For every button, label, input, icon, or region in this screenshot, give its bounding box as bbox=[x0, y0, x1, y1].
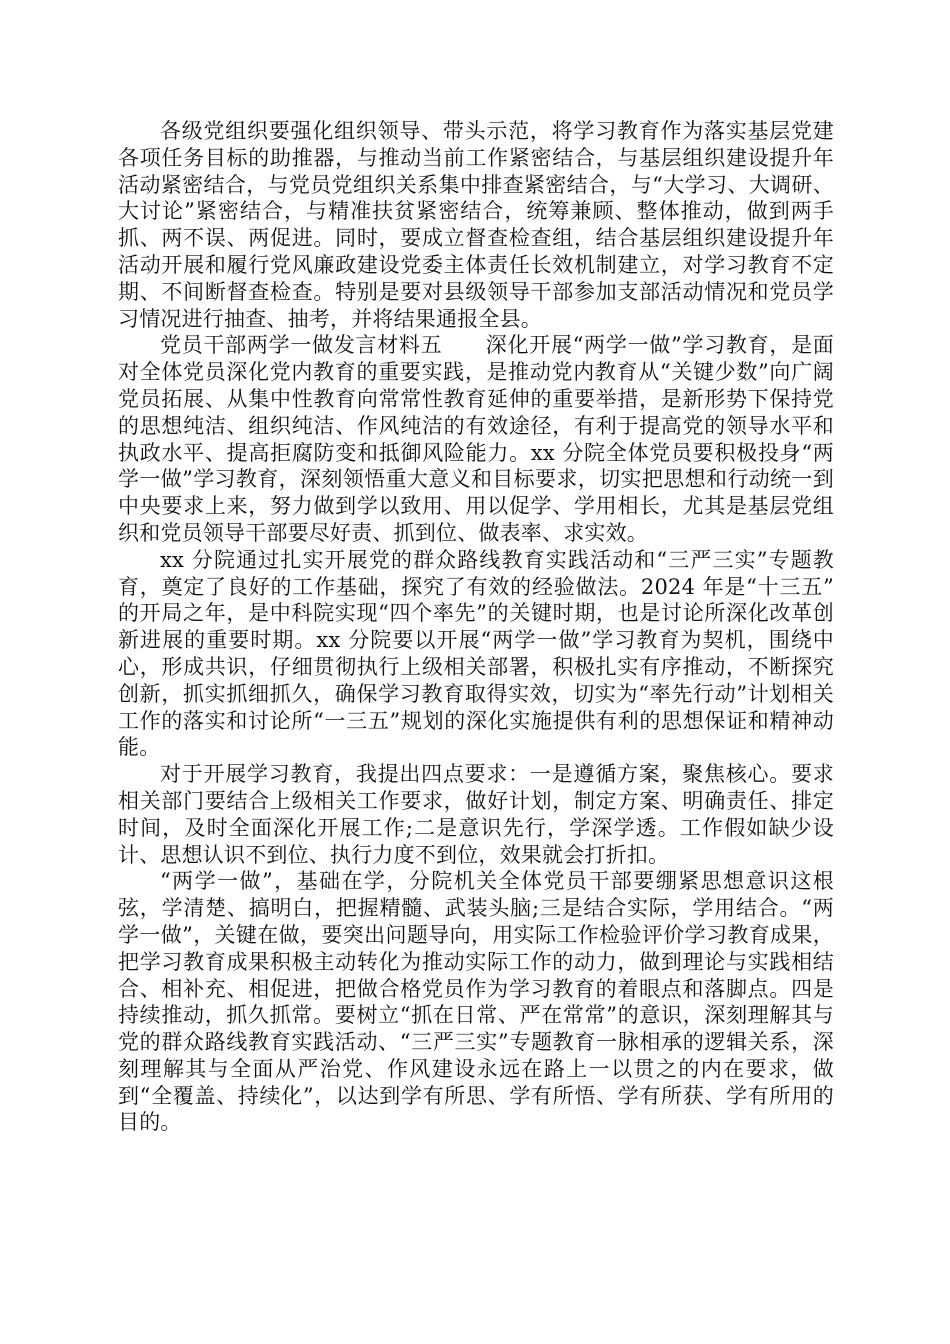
paragraph-4: 对于开展学习教育，我提出四点要求：一是遵循方案，聚焦核心。要求相关部门要结合上级相关工作要求，做好计划，制定方案、明确责任、排定时间，及时全面深化开展工作;二是意识先行，学深学透。工作假如缺少设计、思想认识不到位、执行力度不到位，效果就会打折扣。 bbox=[118, 762, 834, 867]
paragraph-1: 各级党组织要强化组织领导、带头示范，将学习教育作为落实基层党建各项任务目标的助推器，与推动当前工作紧密结合，与基层组织建设提升年活动紧密结合，与党员党组织关系集中排查紧密结合，与“大学习、大调研、大讨论”紧密结合，与精准扶贫紧密结合，统筹兼顾、整体推动，做到两手抓、两不误、两促进。同时，要成立督查检查组，结合基层组织建设提升年活动开展和履行党风廉政建设党委主体责任长效机制建立，对学习教育不定期、不间断督查检查。特别是要对县级领导干部参加支部活动情况和党员学习情况进行抽查、抽考，并将结果通报全县。 bbox=[118, 119, 834, 331]
paragraph-2: 党员干部两学一做发言材料五 深化开展“两学一做”学习教育，是面对全体党员深化党内教育的重要实践，是推动党内教育从“关键少数”向广阔党员拓展、从集中性教育向常常性教育延伸的重要举措，是新形势下保持党的思想纯洁、组织纯洁、作风纯洁的有效途径，有利于提高党的领导水平和执政水平、提高拒腐防变和抵御风险能力。xx 分院全体党员要积极投身“两学一做”学习教育，深刻领悟重大意义和目标要求，切实把思想和行动统一到中央要求上来，努力做到学以致用、用以促学、学用相长，尤其是基层党组织和党员领导干部要尽好责、抓到位、做表率、求实效。 bbox=[118, 333, 834, 545]
paragraph-3: xx 分院通过扎实开展党的群众路线教育实践活动和“三严三实”专题教育，奠定了良好的工作基础，探究了有效的经验做法。2024 年是“十三五” 的开局之年，是中科院实现“四个率先”的关键时期，也是讨论所深化改革创新进展的重要时期。xx 分院要以开展“两学一做”学习教育为契机，围绕中心，形成共识，仔细贯彻执行上级相关部署，积极扎实有序推动，不断探究创新，抓实抓细抓久，确保学习教育取得实效，切实为“率先行动”计划相关工作的落实和讨论所“一三五”规划的深化实施提供有利的思想保证和精神动能。 bbox=[118, 547, 834, 760]
document-body bbox=[118, 118, 834, 1136]
paragraph-5: “两学一做”，基础在学，分院机关全体党员干部要绷紧思想意识这根弦，学清楚、搞明白，把握精髓、武装头脑;三是结合实际，学用结合。“两学一做”，关键在做，要突出问题导向，用实际工作检验评价学习教育成果，把学习教育成果积极主动转化为推动实际工作的动力，做到理论与实践相结合、相补充、相促进，把做合格党员作为学习教育的着眼点和落脚点。四是持续推动，抓久抓常。要树立“抓在日常、严在常常”的意识，深刻理解其与党的群众路线教育实践活动、“三严三实”专题教育一脉相承的逻辑关系，深刻理解其与全面从严治党、作风建设永远在路上一以贯之的内在要求，做到“全覆盖、持续化”，以达到学有所思、学有所悟、学有所获、学有所用的目的。 bbox=[118, 869, 834, 1135]
